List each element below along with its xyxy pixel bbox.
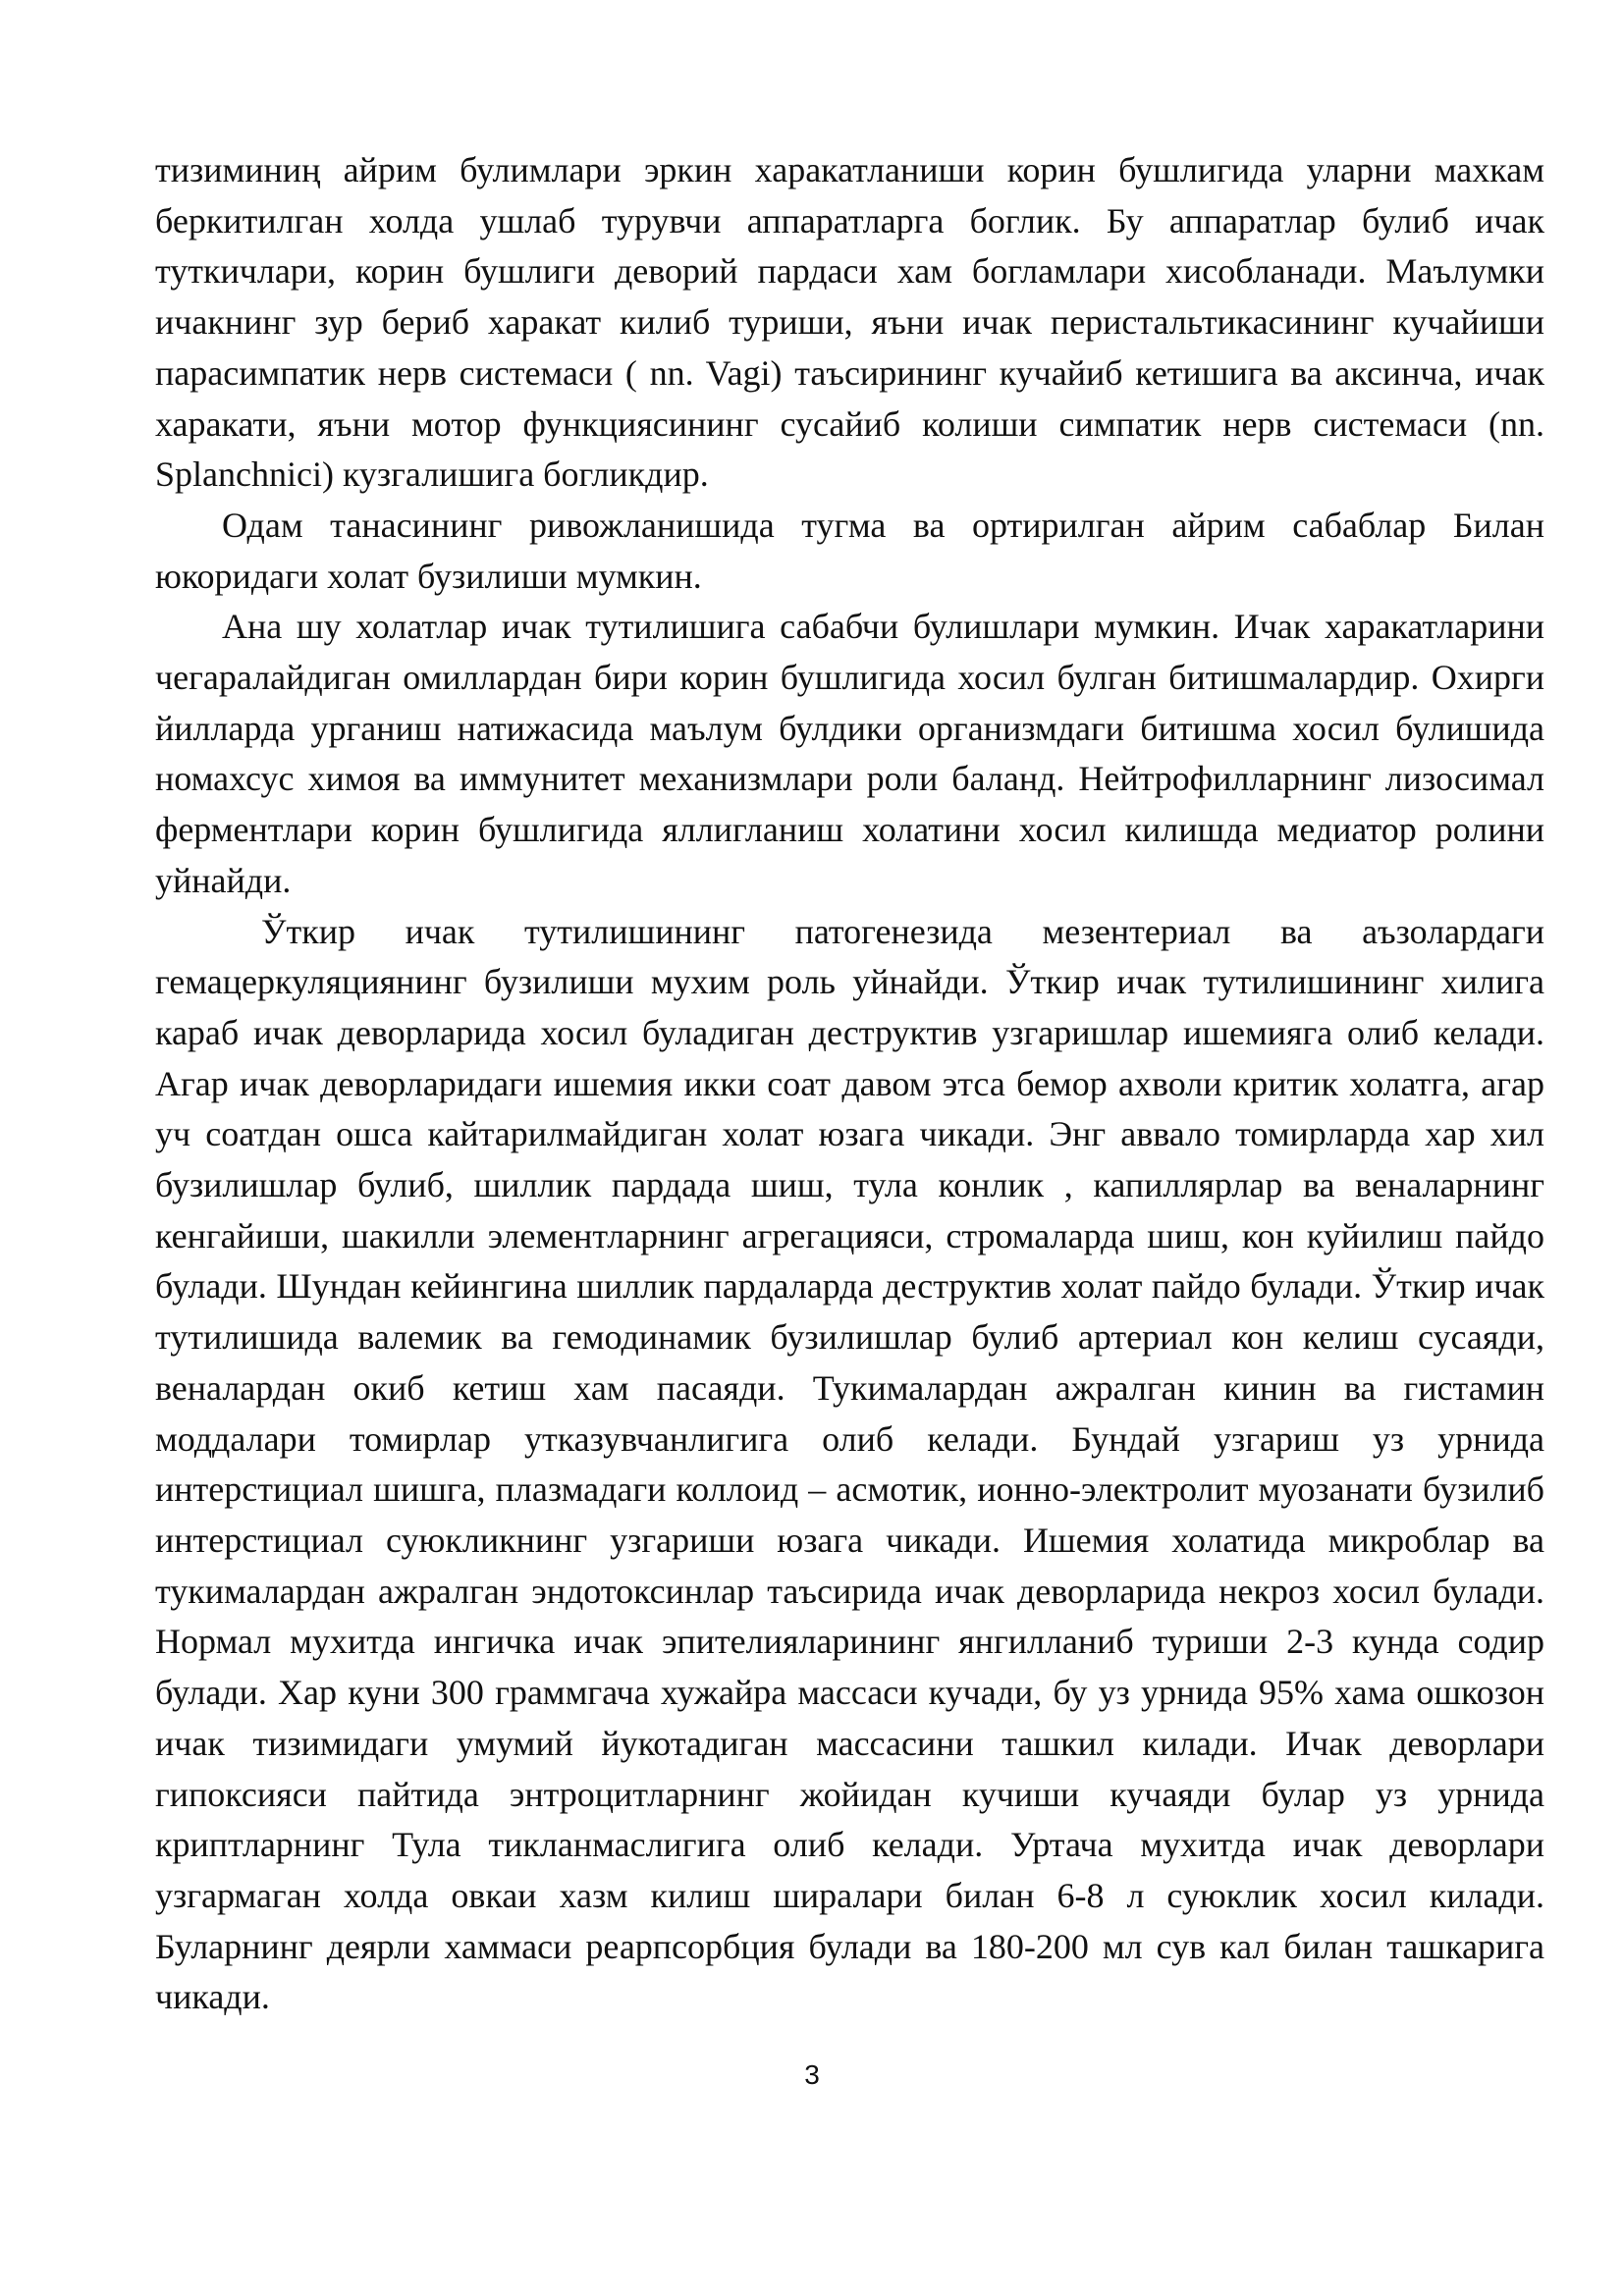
paragraph-1: тизиминиң айрим булимлари эркин харакатланиши корин бушлигида уларни махкам беркитилган холда ушлаб турувчи аппаратларга боглик. Бу аппаратлар булиб ичак туткичлари, корин бушлиги деворий пардаси хам богламлари хисобланади. Маълумки ичакнинг зур бериб харакат килиб туриши, яъни ичак перистальтикасининг кучайиши парасимпатик нерв системаси ( nn. Vagi) таъсирининг кучайиб кетишига ва аксинча, ичак харакати, яъни мотор функциясининг сусайиб колиши симпатик нерв системаси (nn. Splanchnici) кузгалишига богликдир. [155, 150, 1544, 495]
paragraph-4: Ўткир ичак тутилишининг патогенезида мезентериал ва аъзолардаги гемацеркуляциянинг бузилиши мухим роль уйнайди. Ўткир ичак тутилишининг хилига караб ичак деворларида хосил буладиган деструктив узгаришлар ишемияга олиб келади. Агар ичак деворларидаги ишемия икки соат давом этса бемор ахволи критик холатга, агар уч соатдан ошса кайтарилмайдиган холат юзага чикади. Энг аввало томирларда хар хил бузилишлар булиб, шиллик пардада шиш, тула конлик , капиллярлар ва веналарнинг кенгайиши, шакилли элементларнинг агрегацияси, стромаларда шиш, кон куйилиш пайдо булади. Шундан кейингина шиллик пардаларда деструктив холат пайдо булади. Ўткир ичак тутилишида валемик ва гемодинамик бузилишлар булиб артериал кон келиш сусаяди, веналардан окиб кетиш хам пасаяди. Тукималардан ажралган кинин ва гистамин моддалари томирлар утказувчанлигига олиб келади. Бундай узгариш уз урнида интерстициал шишга, плазмадаги коллоид – асмотик, ионно-электролит муозанати бузилиб интерстициал суюкликнинг узгариши юзага чикади. Ишемия холатида микроблар ва тукималардан ажралган эндотоксинлар таъсирида ичак деворларида некроз хосил булади. Нормал мухитда ингичка ичак эпителияларининг янгилланиб туриши 2-3 кунда содир булади. Хар куни 300 граммгача хужайра массаси кучади, бу уз урнида 95% хама ошкозон ичак тизимидаги умумий йукотадиган массасини ташкил килади. Ичак деворлари гипоксияси пайтида энтроцитларнинг жойидан кучиши кучаяди булар уз урнида криптларнинг Тула тикланмаслигига олиб келади. Уртача мухитда ичак деворлари узгармаган холда овкаи хазм килиш ширалари билан 6-8 л суюклик хосил килади. Буларнинг деярли хаммаси реарпсорбция булади ва 180-200 мл сув кал билан ташкарига чикади. [155, 911, 1544, 2017]
page-number: 3 [804, 2059, 820, 2090]
paragraph-2: Одам танасининг ривожланишида тугма ва ортирилган айрим сабаблар Билан юкоридаги холат бузилиши мумкин. [155, 505, 1544, 596]
paragraph-3: Ана шу холатлар ичак тутилишига сабабчи булишлари мумкин. Ичак харакатларини чегаралайдиган омиллардан бири корин бушлигида хосил булган битишмалардир. Охирги йилларда урганиш натижасида маълум булдики организмдаги битишма хосил булишида номахсус химоя ва иммунитет механизмлари роли баланд. Нейтрофилларнинг лизосимал ферментлари корин бушлигида яллигланиш холатини хосил килишда медиатор ролини уйнайди. [155, 607, 1544, 900]
body-text [155, 145, 1544, 2023]
